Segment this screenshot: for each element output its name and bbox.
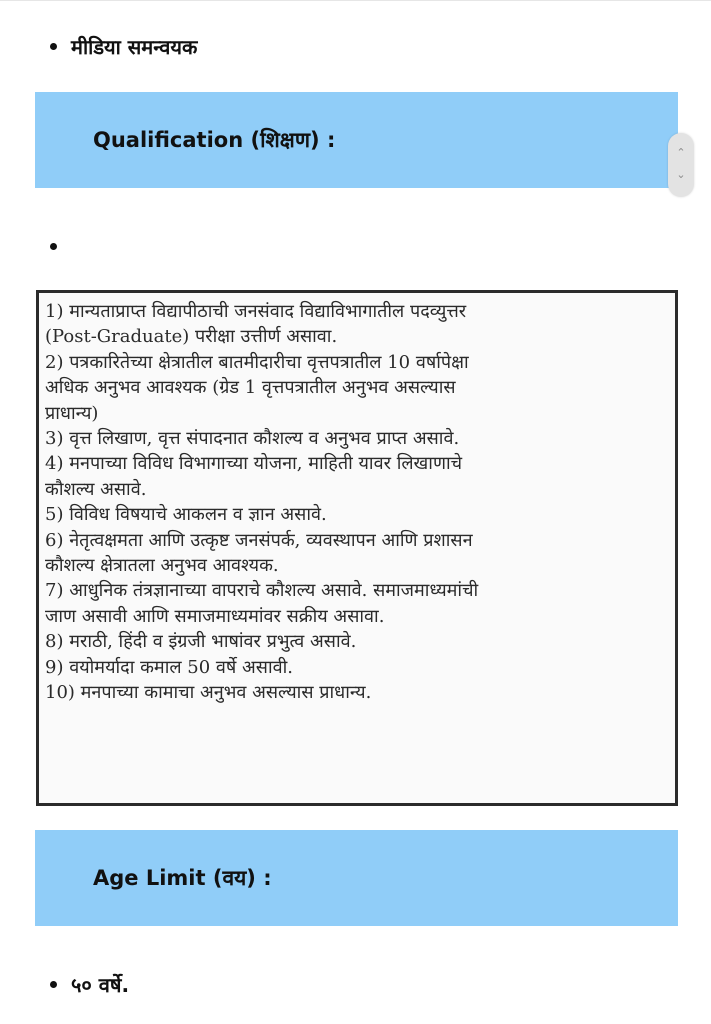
notice-line: 10) मनपाच्या कामाचा अनुभव असल्यास प्राधान्य.: [45, 682, 372, 704]
notice-line: अधिक अनुभव आवश्यक (ग्रेड 1 वृत्तपत्रातील अनुभव असल्यास: [45, 377, 456, 399]
notice-line: कौशल्य क्षेत्रातला अनुभव आवश्यक.: [45, 555, 279, 577]
notice-line: (Post-Graduate) परीक्षा उत्तीर्ण असावा.: [45, 326, 338, 348]
bullet-dot: [50, 981, 57, 988]
notice-line: कौशल्य असावे.: [45, 478, 147, 500]
notice-line: 5) विविध विषयाचे आकलन व ज्ञान असावे.: [45, 504, 327, 526]
age-value: ५० वर्षे.: [71, 972, 130, 997]
list-item-age-value: [50, 971, 129, 997]
bullet-dot: [50, 43, 57, 50]
notice-line: 2) पत्रकारितेच्या क्षेत्रातील बातमीदारीचा वृत्तपत्रातील 10 वर्षापेक्षा: [45, 351, 469, 373]
notice-line: 6) नेतृत्वक्षमता आणि उत्कृष्ट जनसंपर्क, व्यवस्थापन आणि प्रशासन: [45, 529, 473, 551]
notice-line: 1) मान्यताप्राप्त विद्यापीठाची जनसंवाद विद्याविभागातील पदव्युत्तर: [45, 301, 467, 322]
list-item-empty: [50, 236, 71, 256]
notice-line: 3) वृत्त लिखाण, वृत्त संपादनात कौशल्य व अनुभव प्राप्त असावे.: [45, 428, 460, 450]
bullet-dot: [50, 243, 57, 250]
notice-line: प्राधान्य): [45, 402, 99, 424]
list-item-media-coordinator: [50, 33, 197, 59]
top-divider: [0, 0, 711, 1]
age-limit-heading: Age Limit (वय) :: [93, 866, 272, 890]
qualification-heading: Qualification (शिक्षण) :: [93, 128, 336, 152]
scroll-handle[interactable]: [668, 133, 694, 197]
notice-line: 7) आधुनिक तंत्रज्ञानाच्या वापराचे कौशल्य असावे. समाजमाध्यमांची: [45, 580, 479, 602]
notice-line: 4) मनपाच्या विविध विभागाच्या योजना, माहिती यावर लिखाणाचे: [45, 453, 463, 475]
chevron-up-icon[interactable]: ⌃: [676, 146, 686, 159]
qualification-notice-image: [36, 290, 678, 806]
notice-line: जाण असावी आणि समाजमाध्यमांवर सक्रीय असावा.: [45, 605, 385, 627]
notice-line: 9) वयोमर्यादा कमाल 50 वर्षे असावी.: [45, 656, 294, 678]
chevron-down-icon[interactable]: ⌄: [676, 168, 686, 181]
age-limit-heading-box: [35, 830, 678, 926]
notice-line: 8) मराठी, हिंदी व इंग्रजी भाषांवर प्रभुत्व असावे.: [45, 631, 357, 653]
qualification-heading-box: [35, 92, 678, 188]
post-name: मीडिया समन्वयक: [71, 34, 198, 59]
